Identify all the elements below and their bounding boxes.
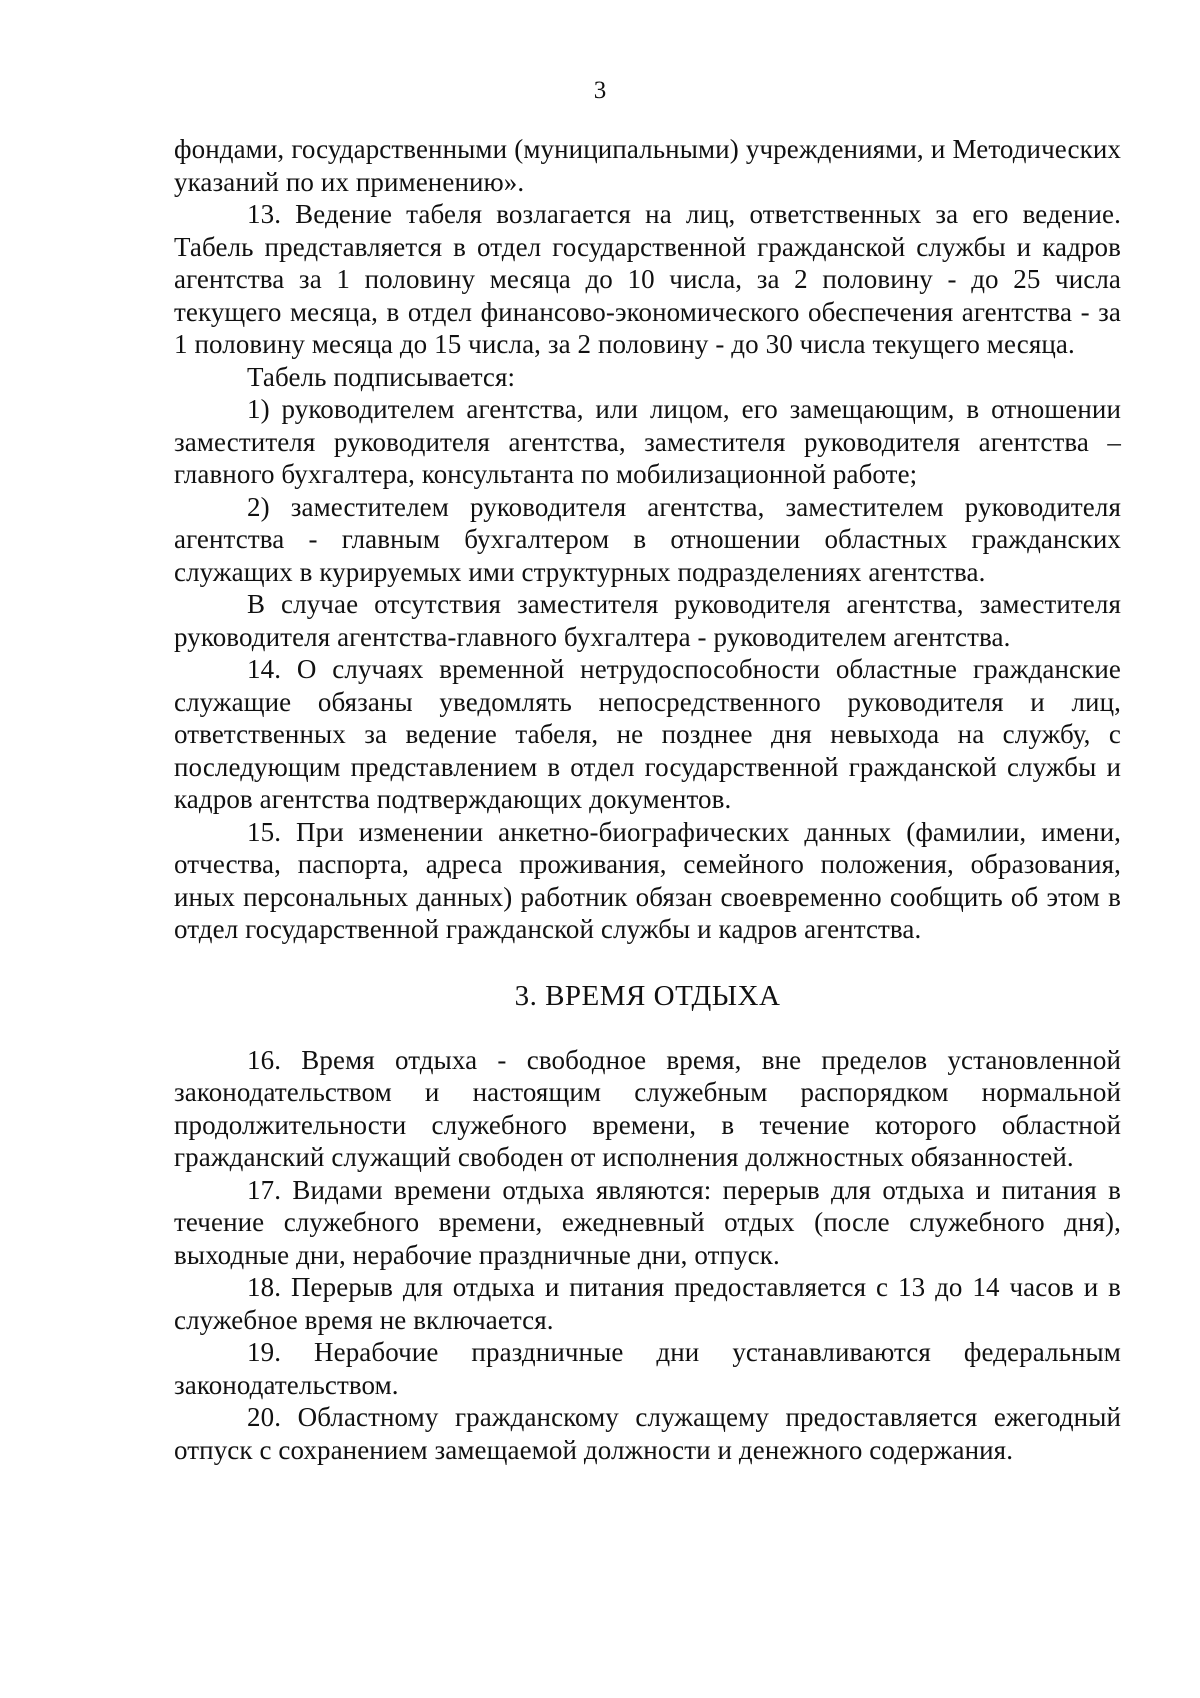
paragraph-18: 18. Перерыв для отдыха и питания предоставляется с 13 до 14 часов и в служебное время не включается.	[174, 1272, 1121, 1335]
document-body	[174, 133, 1121, 1466]
paragraph-14: 14. О случаях временной нетрудоспособности областные гражданские служащие обязаны уведомлять непосредственного руководителя и лиц, ответственных за ведение табеля, не позднее дня невыхода на службу, с последующим представлением в отдел государственной гражданской службы и кадров агентства подтверждающих документов.	[174, 654, 1121, 814]
paragraph-signing-item-2: 2) заместителем руководителя агентства, заместителем руководителя агентства - главным бухгалтером в отношении областных гражданских служащих в курируемых ими структурных подразделениях агентства.	[174, 491, 1121, 587]
section-heading: 3. ВРЕМЯ ОТДЫХА	[514, 979, 781, 1012]
paragraph-absence-case: В случае отсутствия заместителя руководителя агентства, заместителя руководителя агентства-главного бухгалтера - руководителем агентства.	[174, 589, 1121, 652]
page-number: 3	[593, 77, 607, 104]
paragraph-13: 13. Ведение табеля возлагается на лиц, ответственных за его ведение. Табель представляется в отдел государственной гражданской службы и кадров агентства за 1 половину месяца до 10 числа, за 2 половину - до 25 числа текущего месяца, в отдел финансово-экономического обеспечения агентства - за 1 половину месяца до 15 числа, за 2 половину - до 30 числа текущего месяца.	[174, 199, 1121, 359]
paragraph-15: 15. При изменении анкетно-биографических данных (фамилии, имени, отчества, паспорта, адреса проживания, семейного положения, образования, иных персональных данных) работник обязан своевременно сообщить об этом в отдел государственной гражданской службы и кадров агентства.	[174, 816, 1121, 944]
paragraph-continuation: фондами, государственными (муниципальными) учреждениями, и Методических указаний по их применению».	[174, 134, 1121, 197]
paragraph-20: 20. Областному гражданскому служащему предоставляется ежегодный отпуск с сохранением замещаемой должности и денежного содержания.	[174, 1402, 1121, 1465]
paragraph-signing-item-1: 1) руководителем агентства, или лицом, его замещающим, в отношении заместителя руководителя агентства, заместителя руководителя агентства – главного бухгалтера, консультанта по мобилизационной работе;	[174, 394, 1121, 489]
paragraph-timesheet-signing: Табель подписывается:	[247, 361, 516, 392]
paragraph-19: 19. Нерабочие праздничные дни устанавливаются федеральным законодательством.	[174, 1337, 1121, 1400]
paragraph-16: 16. Время отдыха - свободное время, вне пределов установленной законодательством и настоящим служебным распорядком нормальной продолжительности служебного времени, в течение которого областной гражданский служащий свободен от исполнения должностных обязанностей.	[174, 1044, 1121, 1172]
paragraph-17: 17. Видами времени отдыха являются: перерыв для отдыха и питания в течение служебного времени, ежедневный отдых (после служебного дня), выходные дни, нерабочие праздничные дни, отпуск.	[174, 1174, 1121, 1270]
